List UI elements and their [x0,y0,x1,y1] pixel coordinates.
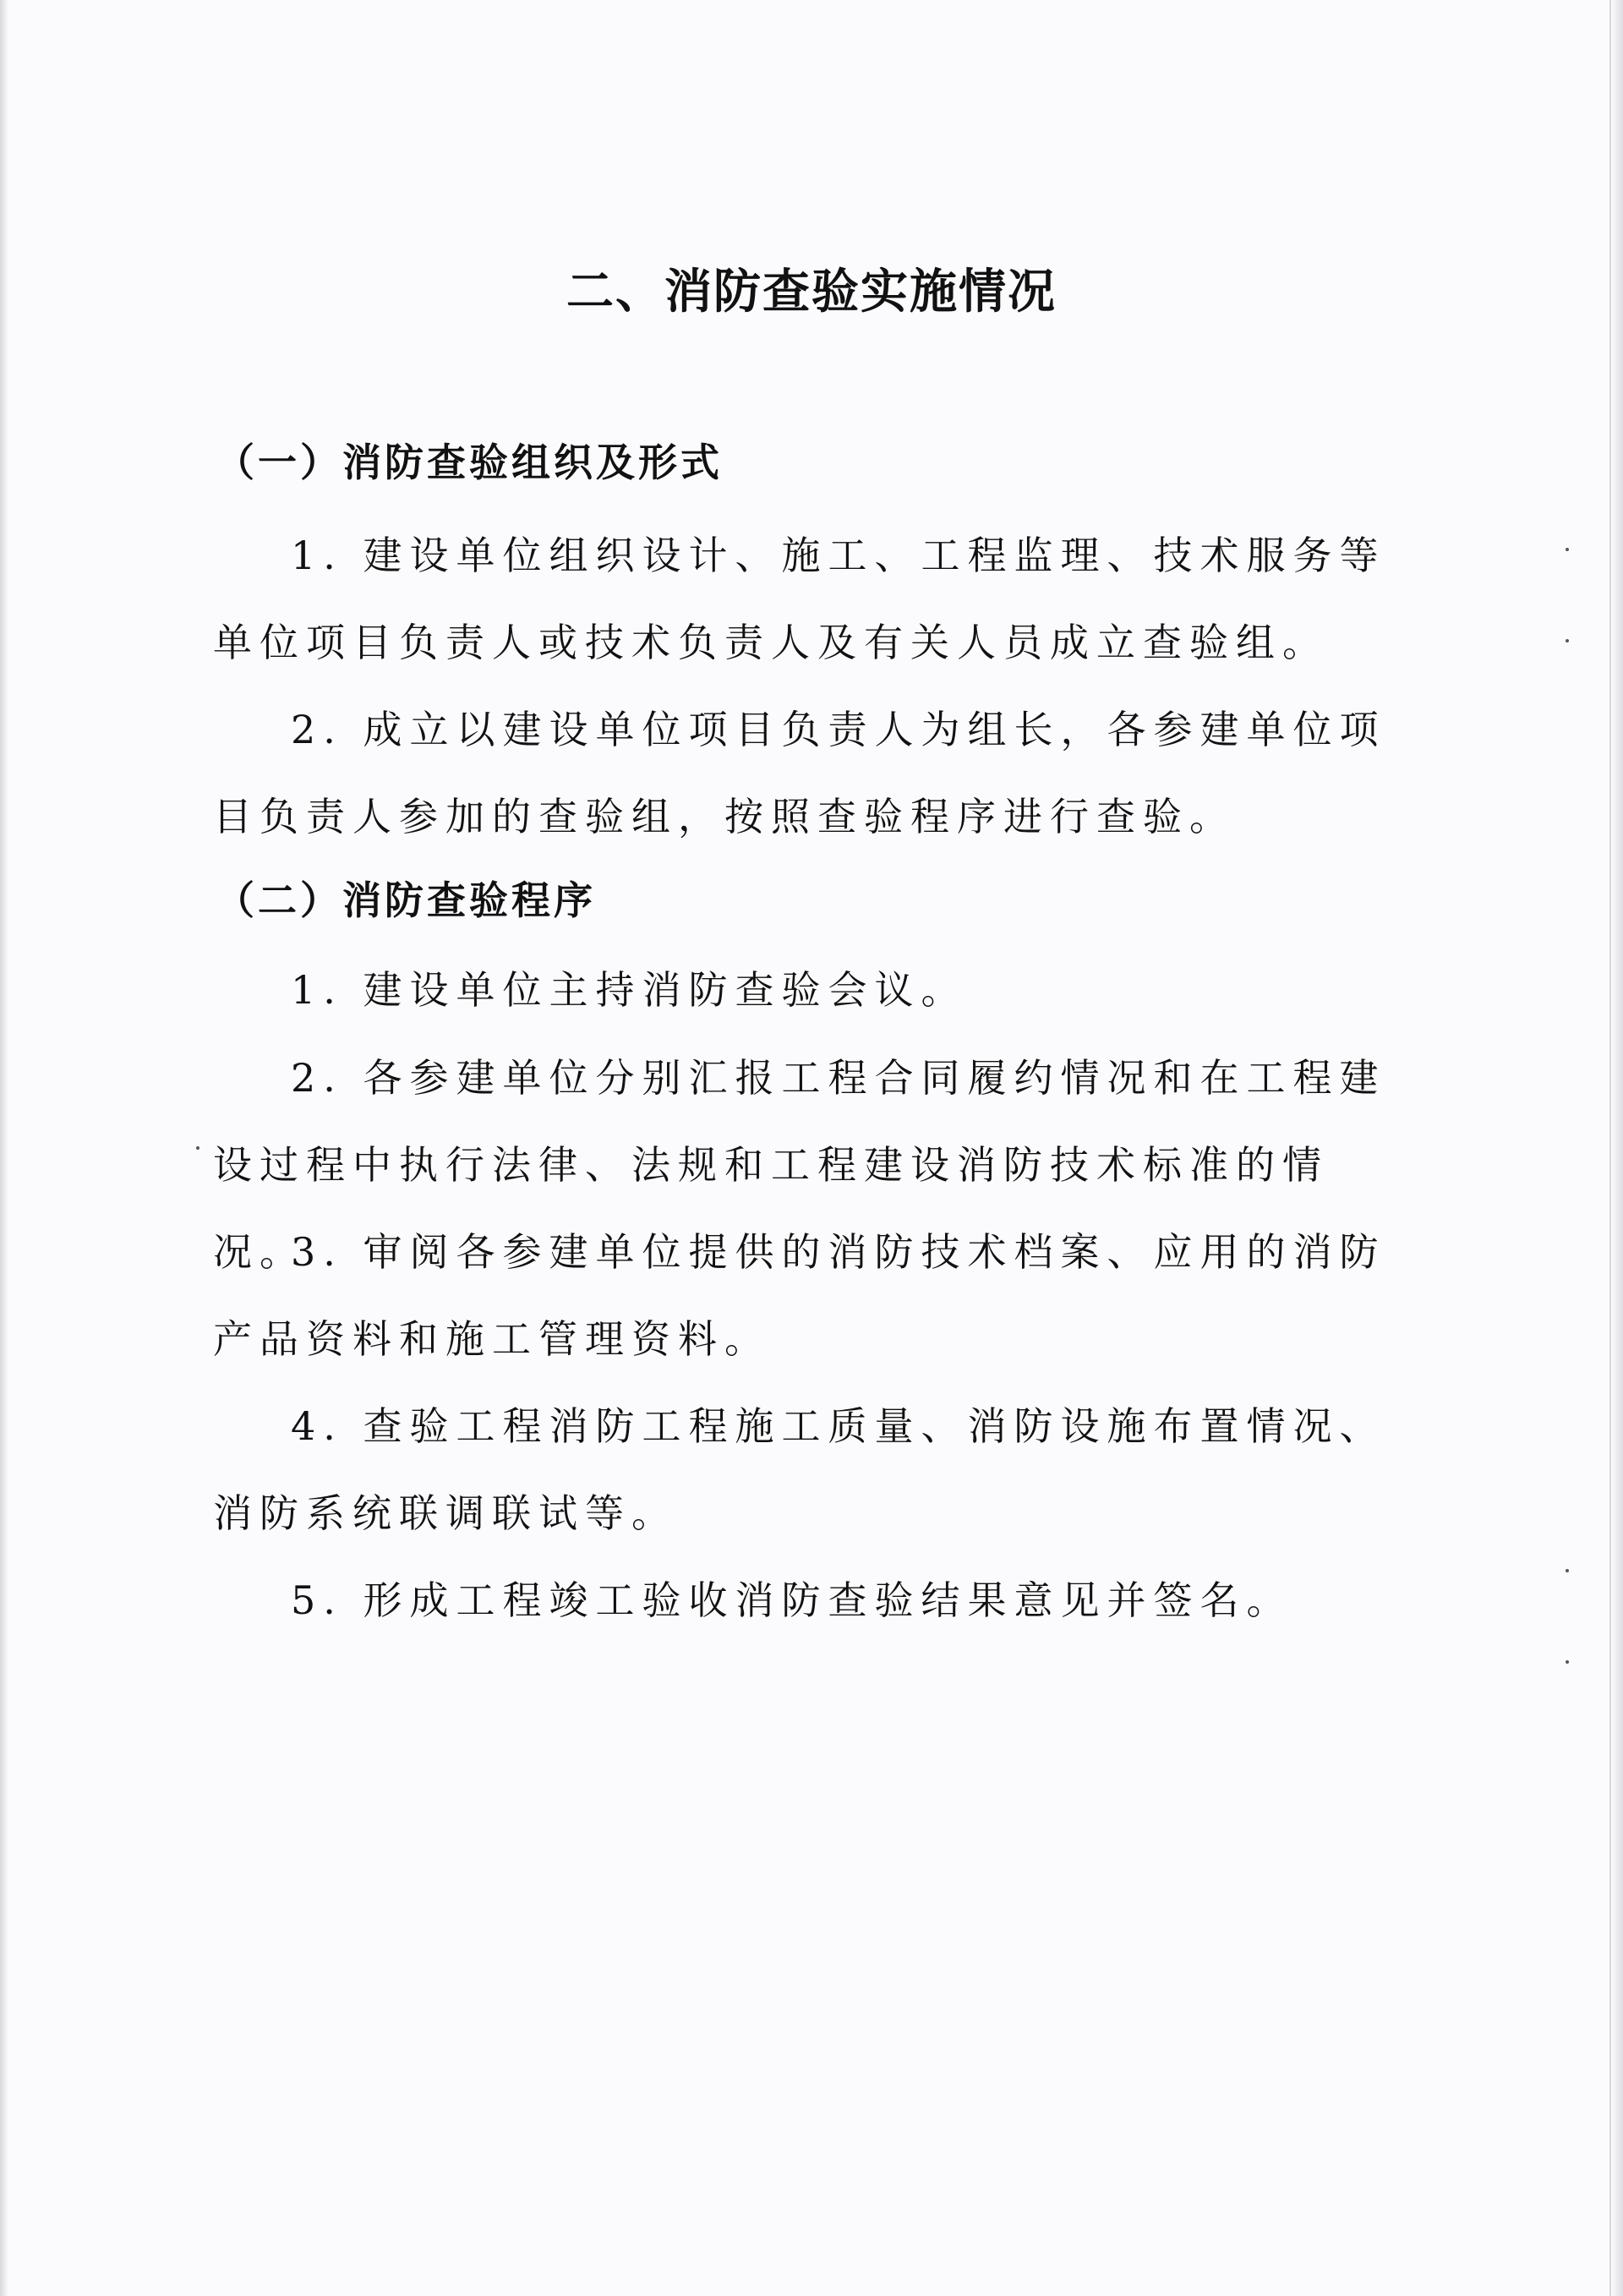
section-heading-organization: （一）消防查验组织及形式 [216,440,723,485]
scan-speck [1566,1660,1569,1664]
list-item-procedure-5: 5. 形成工程竣工验收消防查验结果意见并签名。 [291,1577,1293,1623]
document-title: 二、消防查验实施情况 [566,264,1057,320]
list-item-procedure-2: 2. 各参建单位分别汇报工程合同履约情况和在工程建设过程中执行法律、法规和工程建设消防技术标准的情况。 [213,1055,1386,1275]
scan-edge-left [0,0,8,2296]
scan-speck [1566,548,1569,551]
scan-speck [196,1146,199,1150]
scan-speck [1566,639,1569,642]
section-heading-procedure: （二）消防查验程序 [216,877,596,923]
list-item-organization-2: 2. 成立以建设单位项目负责人为组长，各参建单位项目负责人参加的查验组，按照查验程序进行查验。 [213,707,1386,839]
scan-edge-right-line [1609,0,1611,2296]
list-item-procedure-1: 1. 建设单位主持消防查验会议。 [291,967,968,1013]
list-item-procedure-3: 3. 审阅各参建单位提供的消防技术档案、应用的消防产品资料和施工管理资料。 [213,1229,1386,1362]
list-item-procedure-4: 4. 查验工程消防工程施工质量、消防设施布置情况、消防系统联调联试等。 [213,1403,1386,1536]
scan-edge-right [1611,0,1623,2296]
list-item-organization-1: 1. 建设单位组织设计、施工、工程监理、技术服务等单位项目负责人或技术负责人及有关人员成立查验组。 [213,533,1386,665]
scan-speck [1566,1569,1569,1572]
